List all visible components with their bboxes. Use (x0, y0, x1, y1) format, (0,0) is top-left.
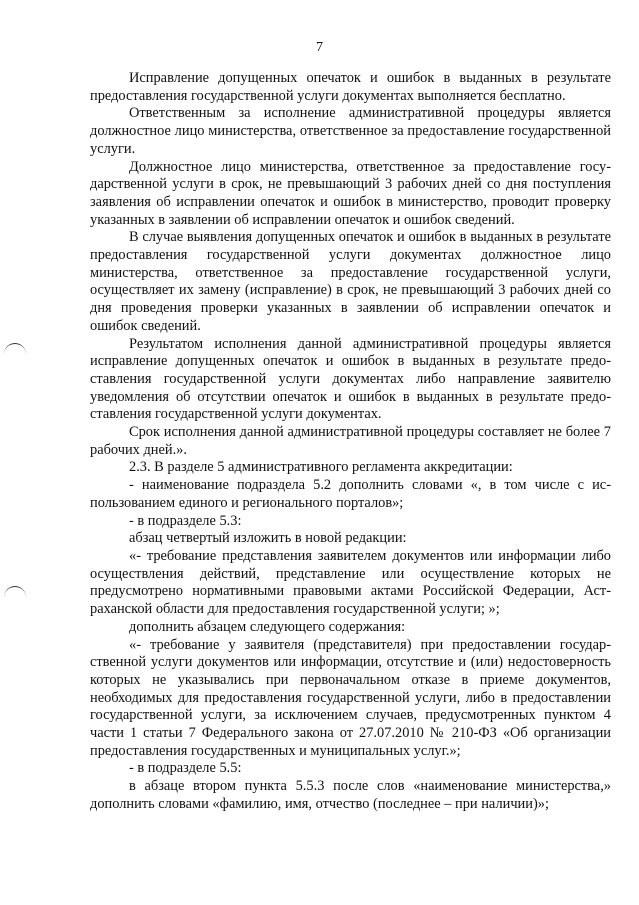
paragraph-procedure-duration: Срок исполнения данной административной процедуры составляет не более 7 рабочих дней.». (90, 424, 611, 458)
paragraph-subsection-5-3: - в подразделе 5.3: (129, 512, 242, 529)
paragraph-procedure-result: Результатом исполнения данной административной процедуры является исправление допущенных опечаток и ошибок в выданных в результате предоставления государственной услуги документах либо направление заявителю уведомления об отсутствии опечаток и ошибок в выданных в результате предоставления государственной услуги документах. (90, 335, 611, 423)
paragraph-responsible-official: Ответственным за исполнение административной процедуры является должностное лицо министерства, ответственное за предоставление государственной услуги. (90, 105, 611, 157)
paragraph-replacement-term: В случае выявления допущенных опечаток и ошибок в выданных в результате предоставления государственной услуги документах должностное лицо министерства, ответственное за предоставление государственной услуги, осуществляет их замену (исправление) в срок, не превышающий 3 рабочих дней со дня проведения проверки указанных в заявлении об исправлении опечаток и ошибок сведений. (90, 229, 611, 334)
scan-artifact-mark (4, 343, 26, 354)
paragraph-free-correction: Исправление допущенных опечаток и ошибок в выданных в результате предоставления государственной услуги документах выполняется бесплатно. (90, 70, 611, 104)
scan-artifact-mark (4, 586, 26, 597)
paragraph-requirement-applicant: «- требование у заявителя (представителя) при предоставлении государственной услуги документов или информации, отсутствие и (или) недостоверность которых не указывались при первоначальном отказе в приеме документов, необходимых для предоставления государственной услуги, либо в предоставлении государственной услуги, за исключением случаев, предусмотренных пунктом 4 части 1 статьи 7 Федерального закона от 27.07.2010 № 210-ФЗ «Об организации предоставления государственных и муниципальных услуг.»; (90, 636, 611, 759)
document-body (90, 70, 611, 814)
paragraph-subsection-5-5: - в подразделе 5.5: (129, 760, 242, 777)
paragraph-add-abzac: дополнить абзацем следующего содержания: (129, 618, 406, 635)
page-number: 7 (316, 40, 323, 55)
paragraph-requirement-documents: «- требование представления заявителем документов или информации либо осуществления действий, представление или осуществление которых не предусмотрено нормативными правовыми актами Российской Федерации, Астраханской области для предоставления государственной услуги; »; (90, 547, 611, 618)
paragraph-fourth-abzac-new: абзац четвертый изложить в новой редакции: (129, 530, 407, 547)
paragraph-verification-term: Должностное лицо министерства, ответственное за предоставление государственной услуги в срок, не превышающий 3 рабочих дней со дня поступления заявления об исправлении опечаток и ошибок в министерство, проводит проверку указанных в заявлении об исправлении опечаток и ошибок сведений. (90, 158, 611, 228)
paragraph-point-5-5-3: в абзаце втором пункта 5.5.3 после слов «наименование министерства,» дополнить словами «фамилию, имя, отчество (последнее – при наличии)»; (90, 778, 611, 812)
paragraph-section-5-intro: 2.3. В разделе 5 административного регламента аккредитации: (129, 459, 513, 476)
paragraph-subsection-5-2: - наименование подраздела 5.2 дополнить словами «, в том числе с использованием единого и регионального порталов»; (90, 477, 611, 511)
